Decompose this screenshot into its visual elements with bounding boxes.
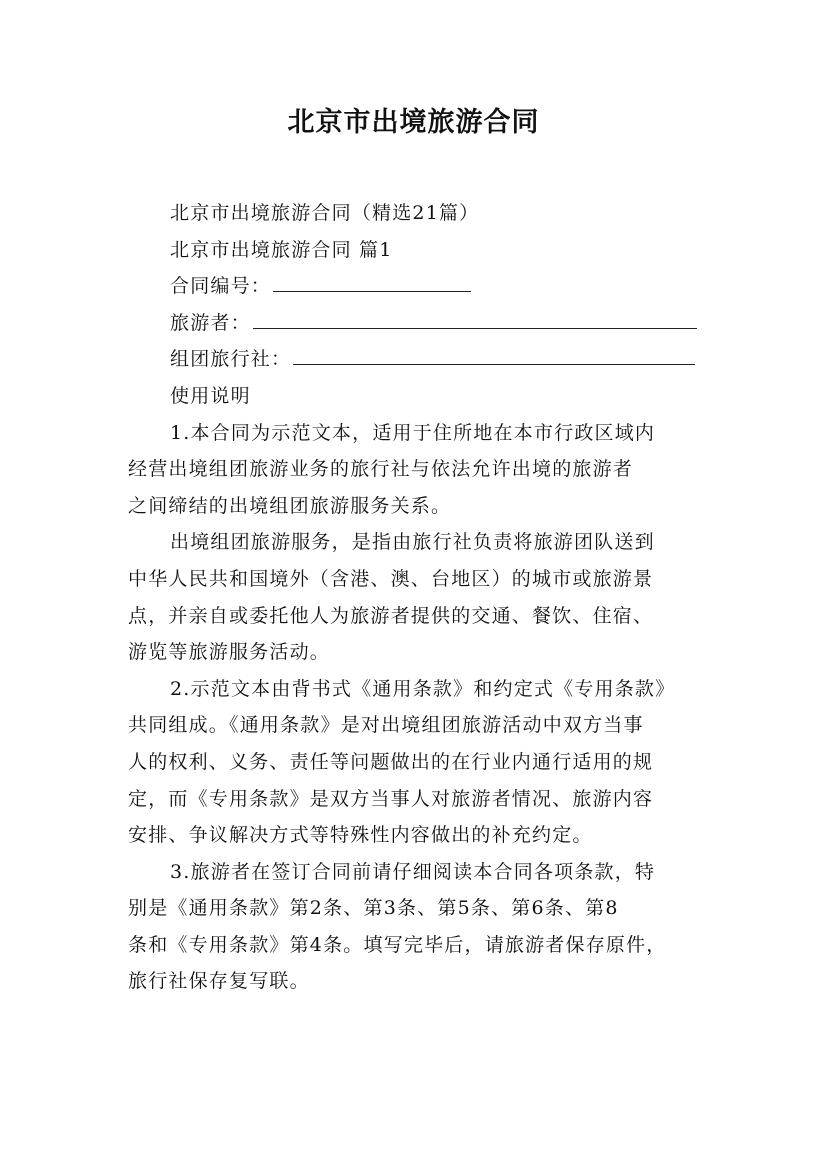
tourist-field[interactable] bbox=[253, 310, 697, 329]
tourist-label: 旅游者： bbox=[170, 311, 251, 334]
contract-number-row bbox=[128, 268, 714, 305]
tourist-row bbox=[128, 305, 714, 342]
paragraph-2-line: 中华人民共和国境外（含港、澳、台地区）的城市或旅游景 bbox=[128, 567, 654, 590]
paragraph-2-line: 游览等旅游服务活动。 bbox=[128, 641, 331, 664]
document-body bbox=[128, 195, 714, 1000]
paragraph-3-line: 2.示范文本由背书式《通用条款》和约定式《专用条款》 bbox=[170, 677, 676, 700]
paragraph-3-line: 安排、争议解决方式等特殊性内容做出的补充约定。 bbox=[128, 824, 593, 847]
paragraph-4-line: 别是《通用条款》第2条、第3条、第5条、第6条、第8 bbox=[128, 897, 619, 920]
section-title: 使用说明 bbox=[170, 384, 251, 407]
paragraph-3-line: 人的权利、义务、责任等问题做出的在行业内通行适用的规 bbox=[128, 750, 654, 773]
contract-number-field[interactable] bbox=[273, 273, 471, 292]
heading-line: 北京市出境旅游合同（精选21篇） bbox=[170, 202, 480, 224]
paragraph-2-line: 出境组团旅游服务，是指由旅行社负责将旅游团队送到 bbox=[170, 531, 655, 554]
agency-label: 组团旅行社： bbox=[170, 348, 292, 371]
paragraph-1-line: 1.本合同为示范文本，适用于住所地在本市行政区域内 bbox=[170, 421, 656, 444]
paragraph-2-line: 点，并亲自或委托他人为旅游者提供的交通、餐饮、住宿、 bbox=[128, 604, 654, 627]
contract-number-label: 合同编号： bbox=[170, 275, 272, 298]
paragraph-4-line: 3.旅游者在签订合同前请仔细阅读本合同各项条款，特 bbox=[170, 860, 656, 883]
paragraph-1-line: 经营出境组团旅游业务的旅行社与依法允许出境的旅游者 bbox=[128, 458, 634, 481]
paragraph-3-line: 共同组成。《通用条款》是对出境组团旅游活动中双方当事 bbox=[128, 714, 644, 737]
paragraph-1-line: 之间缔结的出境组团旅游服务关系。 bbox=[128, 494, 452, 517]
heading-line: 北京市出境旅游合同 篇1 bbox=[170, 238, 393, 261]
agency-field[interactable] bbox=[293, 346, 695, 365]
document-title: 北京市出境旅游合同 bbox=[287, 107, 540, 138]
paragraph-4-line: 条和《专用条款》第4条。填写完毕后，请旅游者保存原件， bbox=[128, 933, 667, 956]
agency-row bbox=[128, 341, 714, 378]
paragraph-3-line: 定，而《专用条款》是双方当事人对旅游者情况、旅游内容 bbox=[128, 787, 654, 810]
paragraph-4-line: 旅行社保存复写联。 bbox=[128, 970, 310, 993]
